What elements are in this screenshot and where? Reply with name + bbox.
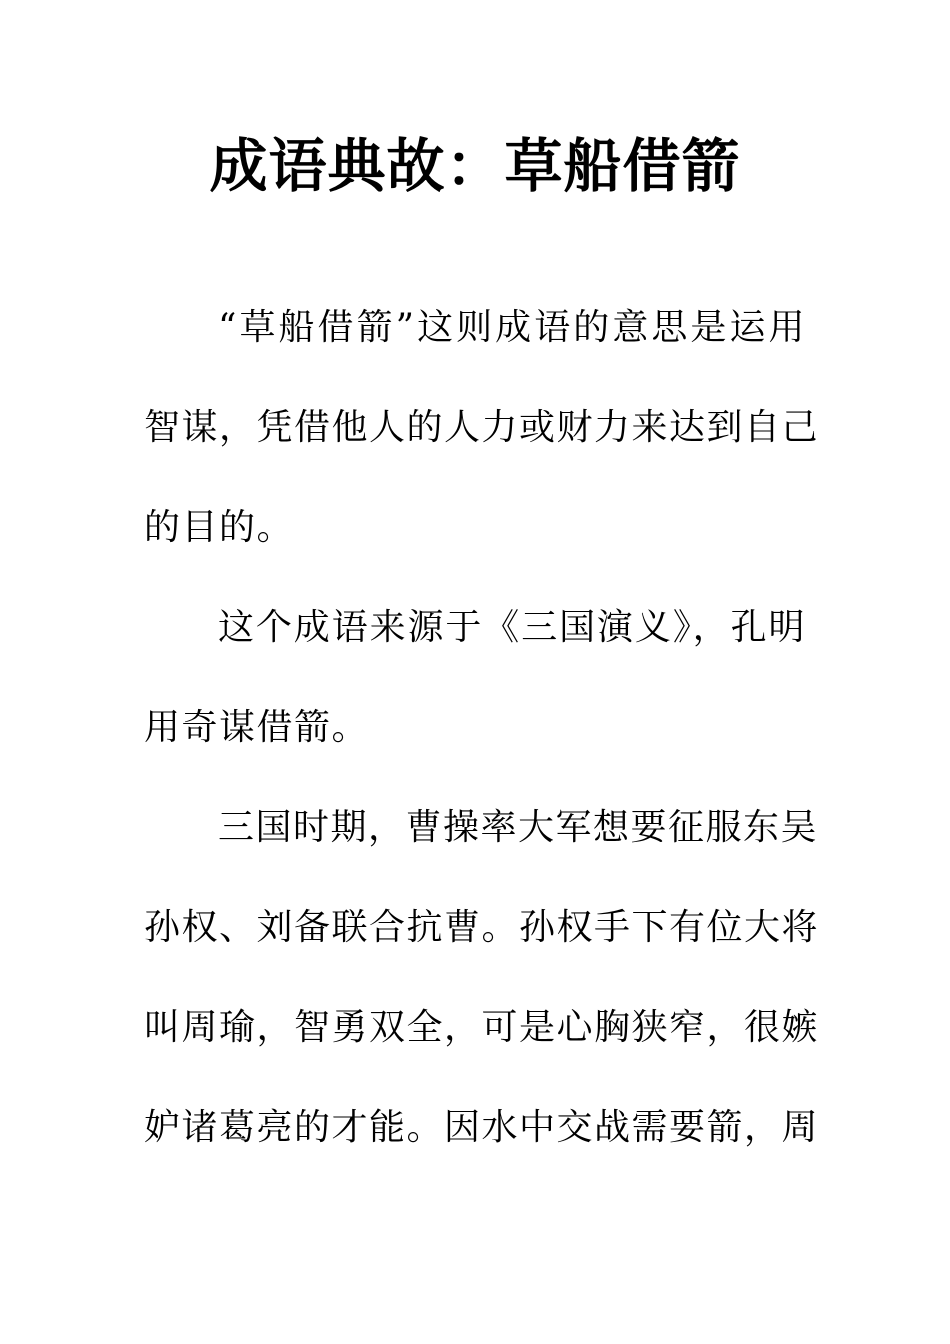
paragraph-3-line-1: 三国时期，曹操率大军想要征服东吴 xyxy=(218,807,819,848)
document-title: 成语典故：草船借箭 xyxy=(209,132,741,200)
paragraph-3-line-3: 叫周瑜，智勇双全，可是心胸狭窄，很嫉 xyxy=(144,1007,820,1048)
paragraph-1-line-1: “草船借箭”这则成语的意思是运用 xyxy=(218,307,806,348)
paragraph-3-line-4: 妒诸葛亮的才能。因水中交战需要箭，周 xyxy=(144,1107,820,1148)
document-body xyxy=(144,298,820,1198)
paragraph-1-line-3: 的目的。 xyxy=(144,507,295,548)
paragraph-3-line-2: 孙权、刘备联合抗曹。孙权手下有位大将 xyxy=(144,907,820,948)
paragraph-1-line-2: 智谋，凭借他人的人力或财力来达到自己 xyxy=(144,407,820,448)
paragraph-2-line-2: 用奇谋借箭。 xyxy=(144,707,370,748)
paragraph-2-line-1: 这个成语来源于《三国演义》，孔明 xyxy=(218,607,806,648)
